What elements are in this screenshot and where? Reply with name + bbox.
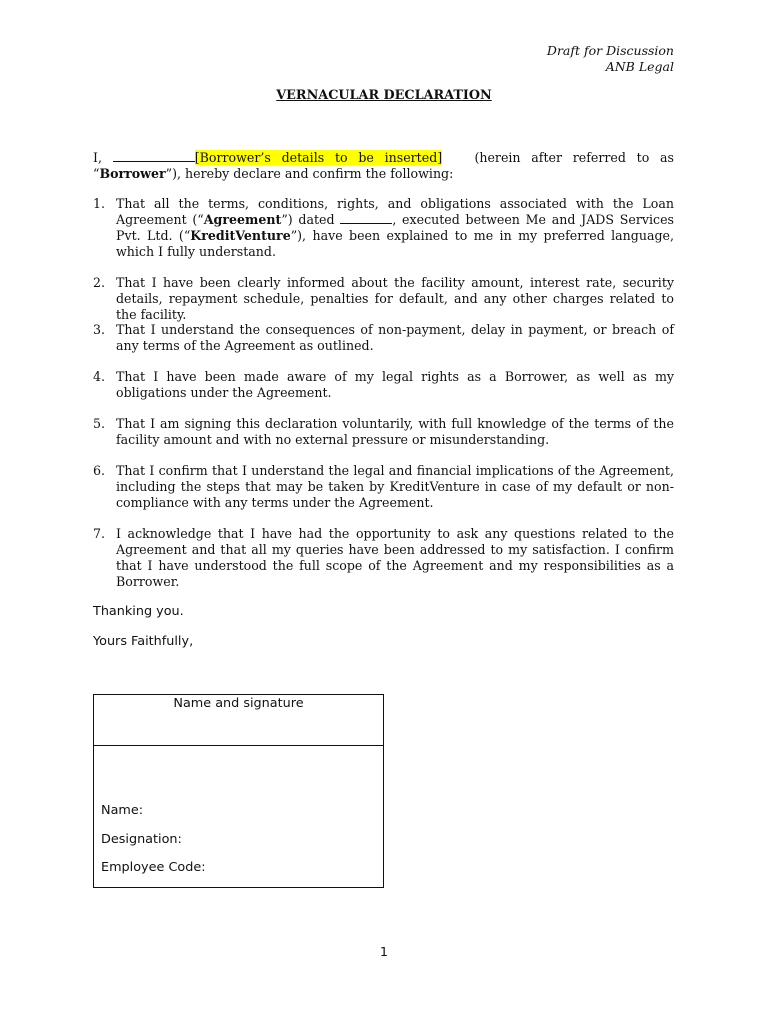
list-item [93,416,674,448]
kreditventure-term: KreditVenture [190,228,291,243]
item-number: 2. [93,275,106,290]
item-number: 6. [93,463,106,478]
borrower-term: Borrower [99,166,166,181]
agreement-term: Agreement [203,212,282,227]
legal-label: ANB Legal [605,59,674,74]
designation-label: Designation: [101,832,182,847]
item-text: I acknowledge that I have had the opportunity to ask any questions related to the Agreement and that all my queries have been addressed to my satisfaction. I confirm that I have understood the full scope of the Agreement and my responsibilities as a Borrower. [116,526,674,589]
borrower-placeholder: [Borrower’s details to be inserted] [194,150,443,165]
item-text: That I confirm that I understand the legal and financial implications of the Agreement, including the steps that may be taken by KreditVenture in case of my default or non-compliance with any terms under the Agreement. [116,463,674,510]
closing-thanks: Thanking you. [93,604,184,619]
item-number: 5. [93,416,106,431]
name-label: Name: [101,803,144,818]
employee-code-label: Employee Code: [101,860,206,875]
list-item [93,275,674,323]
closing-faithfully: Yours Faithfully, [93,634,194,649]
item-text-part: ”) dated [281,212,335,227]
draft-label: Draft for Discussion [546,43,674,58]
date-blank [340,212,392,224]
item-text-part: That all the terms, conditions, rights, and obligations associated with the Loan Agreement (“ [116,196,674,227]
list-item [93,526,674,590]
item-text: That I am signing this declaration voluntarily, with full knowledge of the terms of the facility amount and with no external pressure or misunderstanding. [116,416,674,447]
intro-middle: (herein after referred to as “ [93,150,675,181]
list-item [93,196,674,260]
item-text: That I understand the consequences of non-payment, delay in payment, or breach of any terms of the Agreement as outlined. [116,322,674,353]
list-item [93,463,674,511]
item-text-part: , executed between Me and JADS Services Pvt. Ltd. (“ [116,212,674,243]
borrower-blank [113,150,195,162]
intro-paragraph [93,150,674,182]
list-item [93,322,674,354]
item-text [116,196,674,260]
list-item [93,369,674,401]
item-text-part: ”), have been explained to me in my preferred language, which I fully understand. [116,228,674,259]
intro-prefix: I, [93,150,102,165]
item-number: 4. [93,369,106,384]
page-number: 1 [379,945,389,960]
item-number: 1. [93,196,106,211]
signature-heading: Name and signature [173,696,304,711]
item-text: That I have been clearly informed about the facility amount, interest rate, security details, repayment schedule, penalties for default, and any other charges related to the facility. [116,275,674,322]
item-number: 7. [93,526,106,541]
item-number: 3. [93,322,106,337]
signature-box [93,694,384,888]
item-text: That I have been made aware of my legal rights as a Borrower, as well as my obligations under the Agreement. [116,369,674,400]
signature-box-header [94,695,383,746]
document-title: VERNACULAR DECLARATION [276,88,492,103]
intro-suffix: ”), hereby declare and confirm the following: [165,166,454,181]
